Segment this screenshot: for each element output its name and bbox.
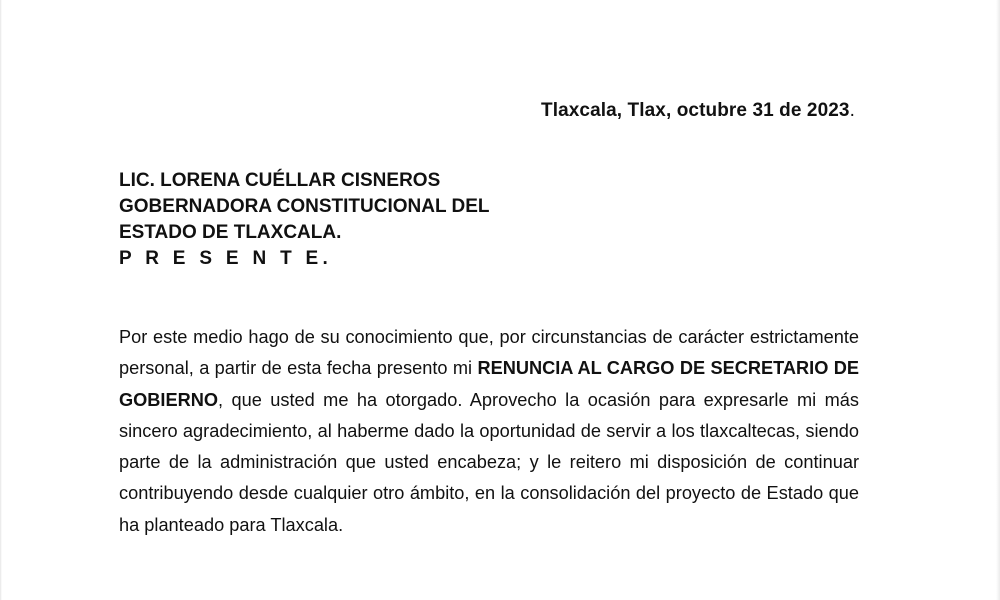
letter-date-period: . (849, 100, 855, 121)
recipient-block (119, 168, 490, 272)
letter-date-text: Tlaxcala, Tlax, octubre 31 de 2023 (540, 100, 850, 121)
recipient-state: ESTADO DE TLAXCALA. (119, 222, 342, 243)
letter-date (541, 100, 855, 122)
scan-left-edge (0, 0, 2, 600)
body-text-resignation: RENUNCIA AL CARGO DE SECRETARIO DE GOBIERNO (119, 358, 860, 410)
body-text-part1: Por este medio hago de su conocimiento que, por circunstancias de carácter estrictamente personal, a partir de esta fecha presento mi (119, 327, 859, 379)
letter-body-paragraph (119, 322, 859, 541)
recipient-title: GOBERNADORA CONSTITUCIONAL DEL (119, 196, 490, 217)
body-text-part2: , que usted me ha otorgado. Aprovecho la ocasión para expresarle mi más sincero agradecimiento, al haberme dado la oportunidad de servir a los tlaxcaltecas, siendo parte de la administración que usted encabeza; y le reitero mi disposición de continuar contribuyendo desde cualquier otro ámbito, en la consolidación del proyecto de Estado que ha planteado para Tlaxcala. (119, 389, 859, 535)
recipient-name: LIC. LORENA CUÉLLAR CISNEROS (119, 170, 441, 191)
scan-right-edge (996, 0, 1000, 600)
recipient-presente: P R E S E N T E. (119, 248, 333, 269)
letter-body (119, 322, 859, 541)
